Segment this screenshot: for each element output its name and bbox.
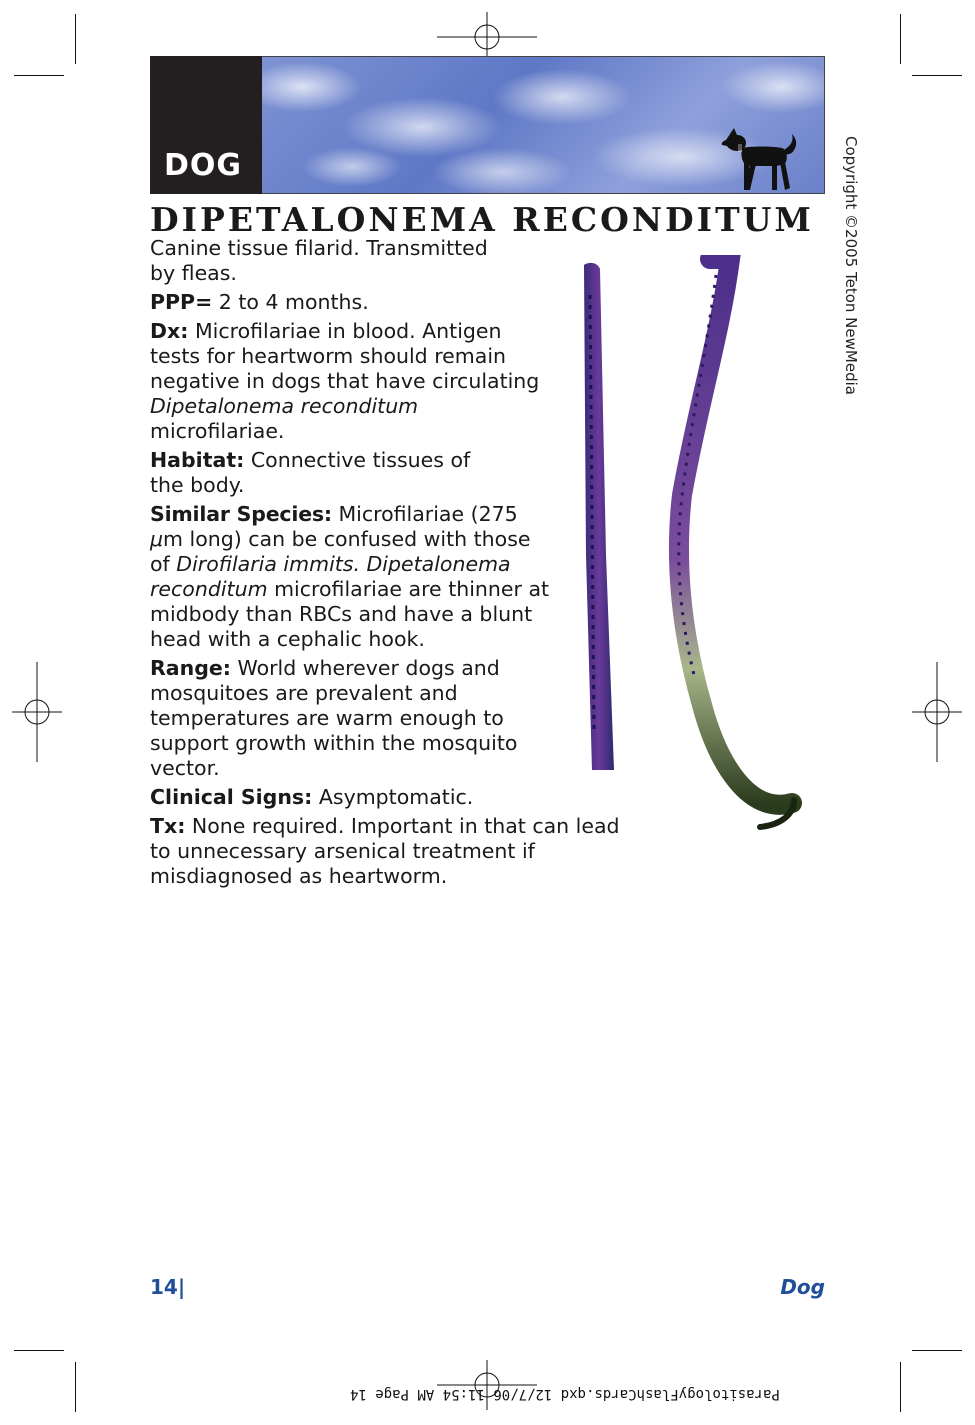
registration-mark-icon: [437, 1360, 537, 1410]
range-text: World wherever dogs and mosquitoes are prevalent and temperatures are warm enough to support growth within the mosquito vector.: [150, 656, 518, 780]
crop-mark: [900, 14, 901, 64]
page-title: DIPETALONEMA RECONDITUM: [150, 200, 814, 239]
micro-unit: μ: [150, 527, 164, 551]
habitat-label: Habitat:: [150, 448, 245, 472]
dx-species-italic: Dipetalonema reconditum: [150, 394, 419, 418]
copyright-note: Copyright ©2005 Teton NewMedia: [842, 136, 860, 395]
crop-mark: [14, 75, 64, 76]
page-number: 14|: [150, 1275, 186, 1299]
dx-label: Dx:: [150, 319, 189, 343]
crop-mark: [912, 1350, 962, 1351]
ppp-label: PPP=: [150, 290, 213, 314]
banner-label: DOG: [164, 148, 243, 183]
crop-mark: [912, 75, 962, 76]
range-entry: [150, 656, 525, 781]
habitat-text: Connective tissues of the body.: [150, 448, 471, 497]
card-content: [150, 236, 630, 893]
print-slug: ParasitologyFlashCards.qxd 12/7/06 11:54 AM Page 14: [350, 1386, 780, 1402]
similar-text: Microfilariae (275: [331, 502, 518, 526]
tx-label: Tx:: [150, 814, 186, 838]
tx-text: None required. Important in that can lead to unnecessary arsenical treatment if misdiagnosed as heartworm.: [150, 814, 620, 888]
similar-species-entry: [150, 502, 555, 652]
crop-mark: [75, 14, 76, 64]
similar-species-label: Similar Species:: [150, 502, 332, 526]
dx-text: Microfilariae in blood. Antigen tests for heartworm should remain negative in dogs that have circulating: [150, 319, 540, 393]
habitat-entry: [150, 448, 480, 498]
tx-entry: [150, 814, 630, 889]
clinical-signs-label: Clinical Signs:: [150, 785, 313, 809]
registration-mark-icon: [912, 662, 962, 762]
dog-silhouette-icon: [720, 126, 810, 194]
section-name: Dog: [780, 1275, 825, 1299]
dx-entry: [150, 319, 540, 444]
crop-mark: [900, 1362, 901, 1412]
crop-mark: [14, 1350, 64, 1351]
clinical-signs-entry: [150, 785, 630, 810]
dx-text-end: microfilariae.: [150, 419, 285, 443]
microfilariae-image: [570, 255, 810, 855]
clinical-signs-text: Asymptomatic.: [312, 785, 474, 809]
range-label: Range:: [150, 656, 231, 680]
similar-text-3: microfilariae are thinner at midbody than RBCs and have a blunt head with a cephalic hook.: [150, 577, 550, 651]
similar-species-italic: Dirofilaria immits. Dipetalonema reconditum: [150, 552, 511, 601]
registration-mark-icon: [12, 662, 62, 762]
crop-mark: [75, 1362, 76, 1412]
ppp-entry: [150, 290, 630, 315]
ppp-text: 2 to 4 months.: [212, 290, 369, 314]
banner-label-block: [150, 56, 262, 194]
intro-text: Canine tissue filarid. Transmitted by fleas.: [150, 236, 488, 285]
header-banner: [150, 56, 825, 194]
similar-text-2: m long) can be confused with those of: [150, 527, 531, 576]
registration-mark-icon: [437, 12, 537, 62]
